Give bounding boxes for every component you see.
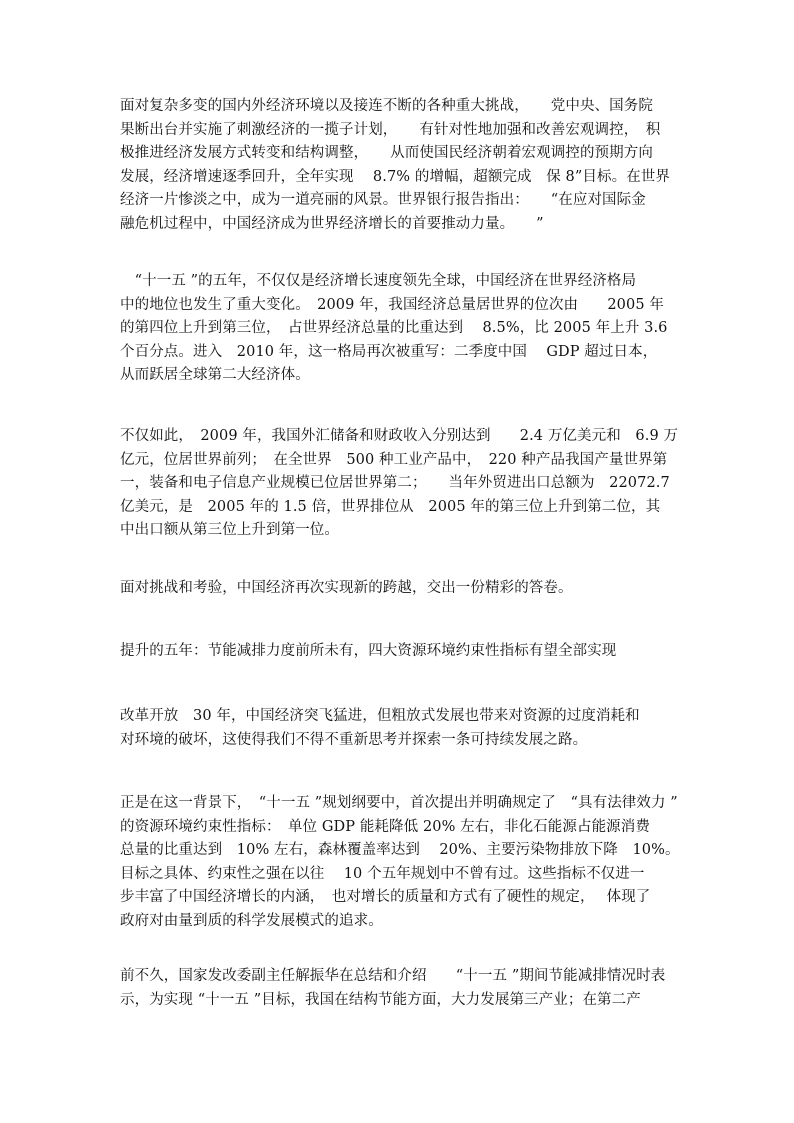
text-line: 中出口额从第三位上升到第一位。 bbox=[120, 522, 339, 538]
text-line: 改革开放 30 年，中国经济突飞猛进，但粗放式发展也带来对资源的过度消耗和 bbox=[120, 708, 640, 724]
text-line: 面对挑战和考验，中国经济再次实现新的跨越，交出一份精彩的答卷。 bbox=[120, 580, 573, 596]
text-line: 经济一片惨淡之中，成为一道亮丽的风景。世界银行报告指出： “在应对国际金 bbox=[120, 192, 646, 208]
text-line: 目标之具体、约束性之强在以往 10 个五年规划中不曾有过。这些指标不仅进一 bbox=[120, 865, 645, 882]
paragraph-economic-challenges bbox=[120, 95, 680, 236]
text-line: 一，装备和电子信息产业规模已位居世界第二； 当年外贸进出口总额为 22072.7 bbox=[120, 475, 670, 491]
paragraph-reform-opening bbox=[120, 705, 680, 752]
text-line: 极推进经济发展方式转变和结构调整， 从而使国民经济朝着宏观调控的预期方向 bbox=[120, 145, 653, 161]
paragraph-global-position bbox=[120, 270, 680, 388]
text-line: 总量的比重达到 10% 左右，森林覆盖率达到 20%、主要污染物排放下降 10%。 bbox=[120, 842, 680, 858]
paragraph-new-leap bbox=[120, 577, 680, 601]
text-line: 亿美元，是 2005 年的 1.5 倍，世界排位从 2005 年的第三位上升到第二位，其 bbox=[120, 498, 661, 515]
text-line: 从而跃居全球第二大经济体。 bbox=[120, 367, 310, 383]
text-line: 的资源环境约束性指标： 单位 GDP 能耗降低 20% 左右，非化石能源占能源消费 bbox=[120, 818, 650, 835]
text-line: 示，为实现 “十一五 ”目标，我国在结构节能方面，大力发展第三产业；在第二产 bbox=[120, 991, 641, 1008]
text-line: “十一五 ”的五年，不仅仅是经济增长速度领先全球，中国经济在世界经济格局 bbox=[120, 273, 637, 289]
text-line: 的第四位上升到第三位， 占世界经济总量的比重达到 8.5%，比 2005 年上升 3.6 bbox=[120, 320, 668, 336]
text-line: 提升的五年：节能减排力度前所未有，四大资源环境约束性指标有望全部实现 bbox=[120, 643, 617, 659]
text-line: 政府对由量到质的科学发展模式的追求。 bbox=[120, 912, 383, 929]
text-line: 发展，经济增速逐季回升，全年实现 8.7% 的增幅，超额完成 保 8”目标。在世界 bbox=[120, 168, 670, 185]
text-line: 前不久，国家发改委副主任解振华在总结和介绍 “十一五 ”期间节能减排情况时表 bbox=[120, 968, 666, 984]
paragraph-energy-saving bbox=[120, 965, 680, 1012]
text-line: 亿元，位居世界前列； 在全世界 500 种工业产品中， 220 种产品我国产量世界第 bbox=[120, 451, 668, 468]
paragraph-reserves-trade bbox=[120, 425, 680, 543]
text-line: 正是在这一背景下， “十一五 ”规划纲要中，首次提出并明确规定了 “具有法律效力 ” bbox=[120, 795, 678, 811]
text-line: 步丰富了中国经济增长的内涵， 也对增长的质量和方式有了硬性的规定， 体现了 bbox=[120, 889, 651, 905]
text-line: 个百分点。进入 2010 年，这一格局再次被重写：二季度中国 GDP 超过日本， bbox=[120, 343, 658, 360]
paragraph-binding-indicators bbox=[120, 792, 680, 933]
text-line: 中的地位也发生了重大变化。 2009 年，我国经济总量居世界的位次由 2005 年 bbox=[120, 296, 664, 313]
text-line: 面对复杂多变的国内外经济环境以及接连不断的各种重大挑战， 党中央、国务院 bbox=[120, 98, 653, 114]
text-line: 果断出台并实施了刺激经济的一揽子计划， 有针对性地加强和改善宏观调控， 积 bbox=[120, 121, 661, 138]
text-line: 不仅如此， 2009 年，我国外汇储备和财政收入分别达到 2.4 万亿美元和 6.9 万 bbox=[120, 428, 679, 444]
text-line: 对环境的破坏，这使得我们不得不重新思考并探索一条可持续发展之路。 bbox=[120, 731, 588, 748]
section-heading-energy bbox=[120, 640, 680, 664]
text-line: 融危机过程中，中国经济成为世界经济增长的首要推动力量。 ” bbox=[120, 215, 544, 232]
